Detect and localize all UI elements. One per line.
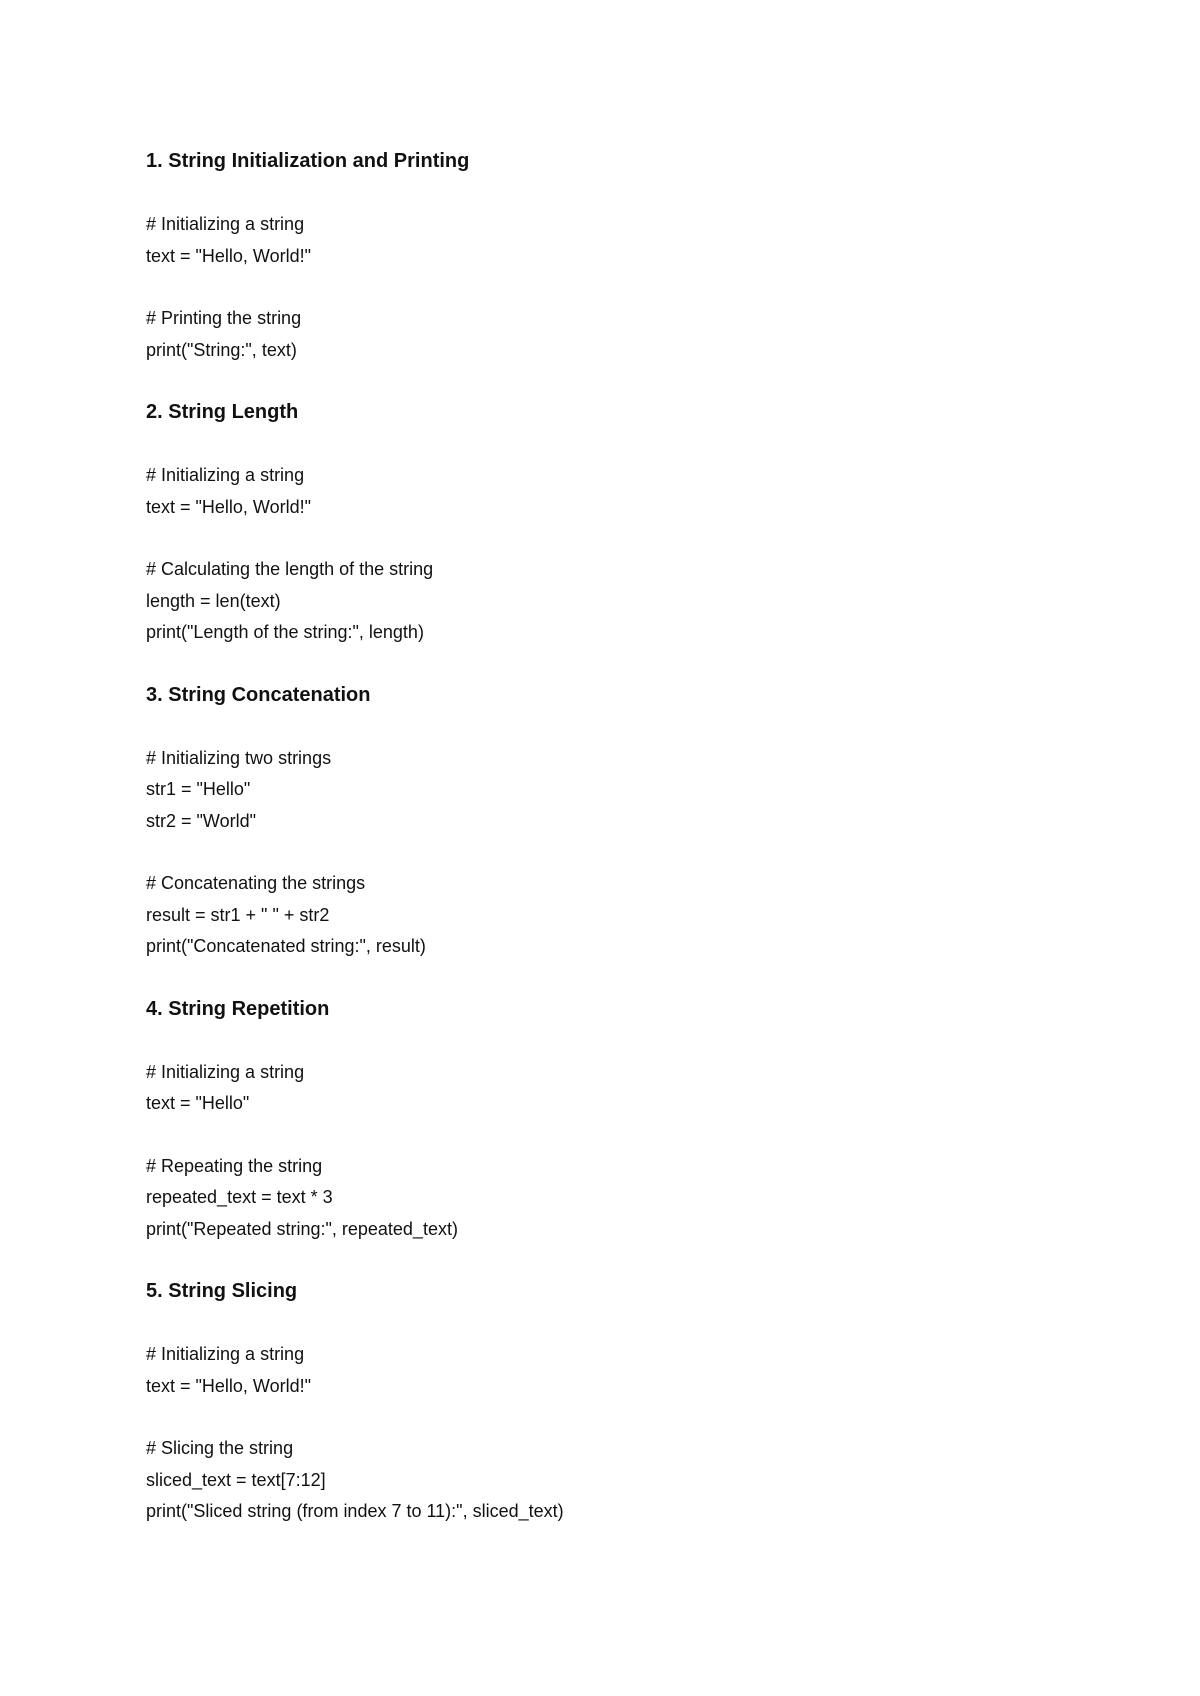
code-line: # Initializing a string (146, 465, 305, 485)
code-line: text = "Hello" (146, 1093, 250, 1113)
code-block (146, 743, 1046, 963)
code-line: # Slicing the string (146, 1438, 294, 1458)
code-group (146, 554, 1046, 649)
code-line: # Concatenating the strings (146, 873, 366, 893)
section-string-length (146, 397, 1046, 649)
code-line: str1 = "Hello" (146, 779, 251, 799)
section-heading: 1. String Initialization and Printing (146, 150, 470, 172)
section-string-slicing (146, 1276, 1046, 1528)
section-heading: 4. String Repetition (146, 997, 330, 1020)
code-line: text = "Hello, World!" (146, 1375, 312, 1396)
code-line: # Calculating the length of the string (146, 559, 434, 579)
code-line: # Printing the string (146, 308, 302, 328)
code-line: result = str1 + " " + str2 (146, 904, 330, 925)
code-line: sliced_text = text[7:12] (146, 1469, 326, 1490)
code-line: text = "Hello, World!" (146, 245, 312, 266)
document-content (146, 146, 1046, 1559)
section-string-concatenation (146, 680, 1046, 963)
code-group (146, 1339, 1046, 1402)
code-line: str2 = "World" (146, 810, 256, 831)
code-block (146, 209, 1046, 366)
code-line: # Initializing a string (146, 1344, 305, 1364)
code-line: print("Length of the string:", length) (146, 622, 424, 642)
code-line: text = "Hello, World!" (146, 496, 312, 517)
code-line: print("Concatenated string:", result) (146, 936, 426, 956)
code-group (146, 209, 1046, 272)
code-block (146, 1339, 1046, 1528)
code-group (146, 1151, 1046, 1246)
section-heading: 2. String Length (146, 401, 299, 423)
code-line: # Repeating the string (146, 1155, 323, 1176)
code-group (146, 1057, 1046, 1120)
code-line: length = len(text) (146, 590, 281, 611)
code-line: # Initializing a string (146, 214, 305, 234)
code-group (146, 1433, 1046, 1528)
code-line: repeated_text = text * 3 (146, 1187, 333, 1207)
code-line: print("String:", text) (146, 339, 297, 360)
code-line: # Initializing two strings (146, 747, 332, 768)
code-group (146, 743, 1046, 838)
code-line: # Initializing a string (146, 1061, 305, 1082)
code-line: print("Repeated string:", repeated_text) (146, 1218, 458, 1239)
section-heading: 5. String Slicing (146, 1280, 298, 1302)
section-string-repetition (146, 994, 1046, 1246)
code-line: print("Sliced string (from index 7 to 11):", sliced_text) (146, 1501, 564, 1521)
code-group (146, 303, 1046, 366)
code-group (146, 460, 1046, 523)
code-group (146, 868, 1046, 963)
code-block (146, 460, 1046, 649)
section-string-initialization (146, 146, 1046, 366)
section-heading: 3. String Concatenation (146, 683, 371, 706)
code-block (146, 1057, 1046, 1246)
